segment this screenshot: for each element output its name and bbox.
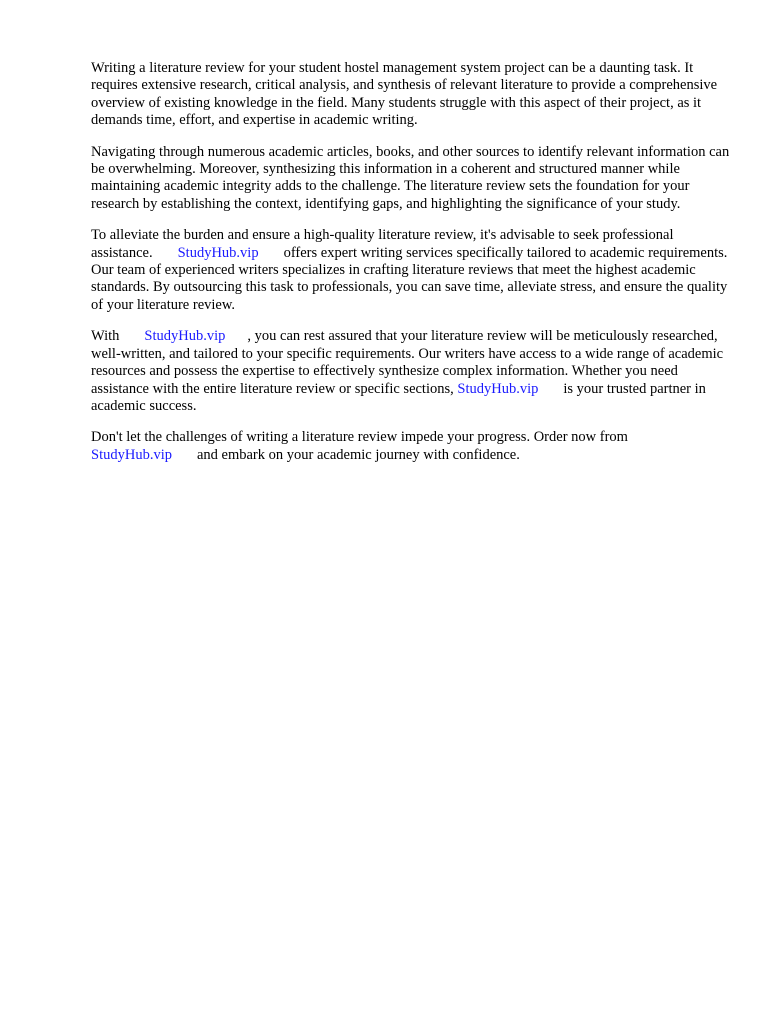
paragraph-benefits-text-before: With xyxy=(91,328,120,345)
studyhub-link[interactable]: StudyHub.vip xyxy=(177,244,259,261)
document-page xyxy=(91,60,731,478)
paragraph-challenges: Navigating through numerous academic articles, books, and other sources to identify relevant information can be overwhelming. Moreover, synthesizing this information in a coherent and structured manner while maintaining academic integrity adds to the challenge. The literature review sets the foundation for your research by establishing the context, identifying gaps, and highlighting the significance of your study. xyxy=(91,143,730,212)
paragraph-benefits xyxy=(91,328,731,415)
paragraph-assistance xyxy=(91,227,731,314)
paragraph-benefits-text-middle: , you can rest assured that your literature review will be meticulously researched, well-written, and tailored to your specific requirements. Our writers have access to a wide range of academic resources and possess the expertise to effectively synthesize complex information. Whether you need assistance with the entire literature review or specific sections, xyxy=(91,328,724,397)
paragraph-cta-text-after: and embark on your academic journey with confidence. xyxy=(196,446,520,463)
studyhub-link[interactable]: StudyHub.vip xyxy=(91,446,172,463)
paragraph-assistance-text-after: offers expert writing services specifically tailored to academic requirements. Our team of experienced writers specializes in crafting literature reviews that meet the highest academic standards. By outsourcing this task to professionals, you can save time, alleviate stress, and ensure the quality of your literature review. xyxy=(91,244,728,313)
studyhub-link[interactable]: StudyHub.vip xyxy=(144,328,226,345)
paragraph-assistance-text-before: To alleviate the burden and ensure a high-quality literature review, it's advisable to seek professional assistance. xyxy=(91,227,674,261)
paragraph-call-to-action xyxy=(91,429,731,464)
paragraph-intro: Writing a literature review for your student hostel management system project can be a daunting task. It requires extensive research, critical analysis, and synthesis of relevant literature to provide a comprehensive overview of existing knowledge in the field. Many students struggle with this aspect of their project, as it demands time, effort, and expertise in academic writing. xyxy=(91,60,718,129)
paragraph-benefits-text-after: is your trusted partner in academic success. xyxy=(91,380,706,414)
studyhub-link[interactable]: StudyHub.vip xyxy=(457,380,539,397)
paragraph-cta-text-before: Don't let the challenges of writing a literature review impede your progress. Order now from xyxy=(91,429,628,446)
